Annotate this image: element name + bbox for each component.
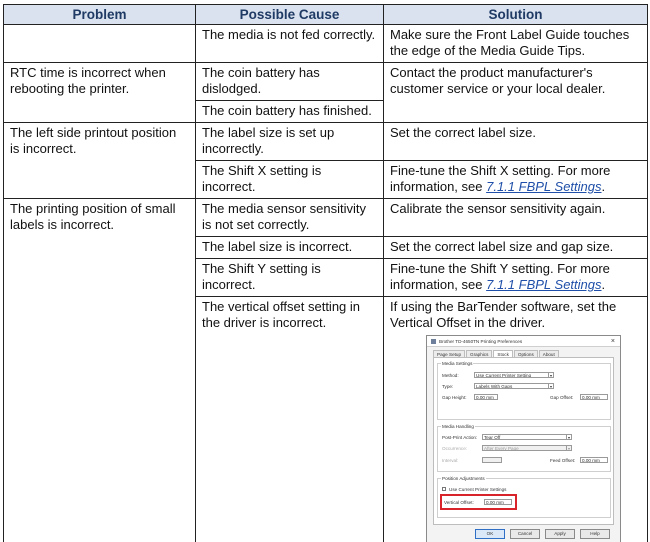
header-problem: Problem xyxy=(4,5,196,25)
occurrence-value: After Every Page xyxy=(484,446,519,451)
media-settings-group xyxy=(437,363,611,420)
solution-cell: Calibrate the sensor sensitivity again. xyxy=(384,199,648,237)
post-print-label: Post-Print Action: xyxy=(442,435,478,440)
table-row xyxy=(4,123,648,161)
media-handling-group xyxy=(437,426,611,472)
vertical-offset-label: Vertical Offset: xyxy=(444,500,474,505)
dialog-title: Brother TD-4650TN Printing Preferences xyxy=(439,339,523,344)
solution-cell xyxy=(384,259,648,297)
cause-cell xyxy=(196,63,384,123)
media-handling-title: Media Handling xyxy=(442,424,474,429)
solution-cell xyxy=(384,297,648,542)
header-solution: Solution xyxy=(384,5,648,25)
tab-about[interactable]: About xyxy=(539,350,559,358)
dialog-title-bar xyxy=(427,336,620,347)
close-icon[interactable]: × xyxy=(610,338,615,345)
vertical-offset-input[interactable]: 0.00 mm xyxy=(484,499,512,505)
solution-cell: Set the correct label size and gap size. xyxy=(384,237,648,259)
post-print-value: Tear Off xyxy=(484,435,501,440)
vertical-offset-highlight xyxy=(440,494,517,510)
table-row xyxy=(4,63,648,123)
apply-button[interactable]: Apply xyxy=(545,529,575,539)
solution-text: Fine-tune the Shift Y setting. For more information, see xyxy=(390,261,610,292)
feed-offset-input[interactable]: 0.00 mm xyxy=(580,457,608,463)
problem-cell: RTC time is incorrect when rebooting the printer. xyxy=(4,63,196,123)
cause-cell: The label size is incorrect. xyxy=(196,237,384,259)
tab-options[interactable]: Options xyxy=(514,350,538,358)
chevron-down-icon: ▾ xyxy=(567,446,570,451)
method-value: Use Current Printer Setting xyxy=(476,373,532,378)
gap-offset-input[interactable]: 0.00 mm xyxy=(580,394,608,400)
cancel-button[interactable]: Cancel xyxy=(510,529,540,539)
position-adjustments-group xyxy=(437,478,611,518)
media-settings-title: Media Settings xyxy=(442,361,473,366)
problem-cell xyxy=(4,25,196,63)
interval-label: Interval: xyxy=(442,458,459,463)
solution-text-end: . xyxy=(601,277,606,292)
type-value: Labels With Gaps xyxy=(476,384,513,389)
occurrence-label: Occurrence: xyxy=(442,446,468,451)
cause-cell: The label size is set up incorrectly. xyxy=(196,123,384,161)
cause-item: The coin battery has dislodged. xyxy=(202,65,320,96)
problem-cell: The left side printout position is incorrect. xyxy=(4,123,196,199)
chevron-down-icon: ▾ xyxy=(567,435,570,440)
type-select[interactable] xyxy=(474,383,554,389)
solution-cell: Make sure the Front Label Guide touches the edge of the Media Guide Tips. xyxy=(384,25,648,63)
header-possible-cause: Possible Cause xyxy=(196,5,384,25)
solution-cell: Contact the product manufacturer's customer service or your local dealer. xyxy=(384,63,648,123)
gap-offset-label: Gap Offset: xyxy=(550,395,574,400)
cause-cell: The Shift X setting is incorrect. xyxy=(196,161,384,199)
gap-height-input[interactable]: 0.00 mm xyxy=(474,394,498,400)
tab-stock[interactable]: Stock xyxy=(493,350,513,358)
table-row xyxy=(4,199,648,237)
tab-graphics[interactable]: Graphics xyxy=(466,350,492,358)
cause-cell: The Shift Y setting is incorrect. xyxy=(196,259,384,297)
solution-cell: Set the correct label size. xyxy=(384,123,648,161)
cause-cell: The vertical offset setting in the driver is incorrect. xyxy=(196,297,384,542)
tab-page-setup[interactable]: Page Setup xyxy=(433,350,465,358)
chevron-down-icon: ▾ xyxy=(549,384,552,389)
printing-preferences-dialog xyxy=(426,335,621,542)
solution-text-end: . xyxy=(601,179,606,194)
printer-icon xyxy=(431,339,436,344)
feed-offset-label: Feed Offset: xyxy=(550,458,576,463)
help-button[interactable]: Help xyxy=(580,529,610,539)
method-select[interactable] xyxy=(474,372,554,378)
solution-text: Fine-tune the Shift X setting. For more information, see xyxy=(390,163,611,194)
cause-cell: The media is not fed correctly. xyxy=(196,25,384,63)
solution-text: If using the BarTender software, set the Vertical Offset in the driver. xyxy=(390,299,617,330)
ok-button[interactable]: OK xyxy=(475,529,505,539)
cause-cell: The media sensor sensitivity is not set correctly. xyxy=(196,199,384,237)
table-row xyxy=(4,25,648,63)
problem-cell: The printing position of small labels is incorrect. xyxy=(4,199,196,542)
use-current-checkbox[interactable] xyxy=(442,487,446,491)
type-label: Type: xyxy=(442,384,454,389)
chevron-down-icon: ▾ xyxy=(549,373,552,378)
post-print-select[interactable] xyxy=(482,434,572,440)
position-adjustments-title: Position Adjustments xyxy=(442,476,485,481)
gap-height-label: Gap Height: xyxy=(442,395,467,400)
use-current-label: Use Current Printer Settings xyxy=(449,487,507,492)
fbpl-settings-link[interactable]: 7.1.1 FBPL Settings xyxy=(486,179,602,194)
interval-input[interactable] xyxy=(482,457,502,463)
method-label: Method: xyxy=(442,373,459,378)
solution-cell xyxy=(384,161,648,199)
table-header-row xyxy=(4,5,648,25)
occurrence-select[interactable] xyxy=(482,445,572,451)
stock-tab-pane xyxy=(433,357,614,525)
fbpl-settings-link[interactable]: 7.1.1 FBPL Settings xyxy=(486,277,602,292)
cause-item: The coin battery has finished. xyxy=(196,100,383,122)
troubleshooting-table xyxy=(3,4,648,542)
